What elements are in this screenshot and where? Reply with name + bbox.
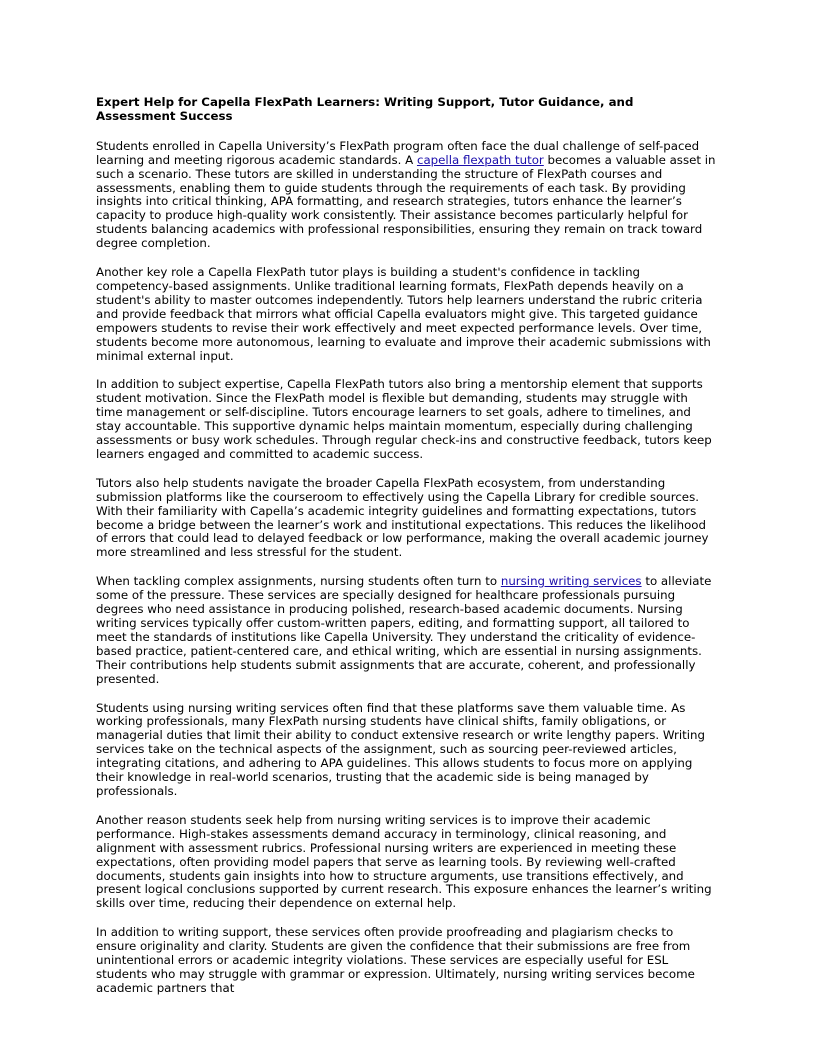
paragraph-7: Another reason students seek help from nursing writing services is to improve their academic performance. High-stakes assessments demand accuracy in terminology, clinical reasoning, and alignment with assessment rubrics. Professional nursing writers are experienced in meeting these expectations, often providing model papers that serve as learning tools. By reviewing well-crafted documents, students gain insights into how to structure arguments, use transitions effectively, and present logical conclusions supported by current research. This exposure enhances the learner’s writing skills over time, reducing their dependence on external help. [96, 812, 712, 911]
paragraph-6: Students using nursing writing services often find that these platforms save them valuable time. As working professionals, many FlexPath nursing students have clinical shifts, family obligations, or managerial duties that limit their ability to conduct extensive research or write lengthy papers. Writing services take on the technical aspects of the assignment, such as sourcing peer-reviewed articles, integrating citations, and adhering to APA guidelines. This allows students to focus more on applying their knowledge in real-world scenarios, trusting that the academic side is being managed by professionals. [96, 700, 705, 798]
document-title: Expert Help for Capella FlexPath Learners: Writing Support, Tutor Guidance, and Assessment Success [96, 95, 634, 123]
paragraph-8: In addition to writing support, these services often provide proofreading and plagiarism checks to ensure originality and clarity. Students are given the confidence that their submissions are free from unintentional errors or academic integrity violations. These services are especially useful for ESL students who may struggle with grammar or expression. Ultimately, nursing writing services become academic partners that [96, 925, 695, 995]
paragraph-2: Another key role a Capella FlexPath tutor plays is building a student's confidence in tackling competency-based assignments. Unlike traditional learning formats, FlexPath depends heavily on a student's ability to master outcomes independently. Tutors help learners understand the rubric criteria and provide feedback that mirrors what official Capella evaluators might give. This targeted guidance empowers students to revise their work effectively and meet expected performance levels. Over time, students become more autonomous, learning to evaluate and improve their academic submissions with minimal external input. [96, 265, 711, 363]
paragraph-3: In addition to subject expertise, Capella FlexPath tutors also bring a mentorship element that supports student motivation. Since the FlexPath model is flexible but demanding, students may struggle with time management or self-discipline. Tutors encourage learners to set goals, adhere to timelines, and stay accountable. This supportive dynamic helps maintain momentum, especially during challenging assessments or busy work schedules. Through regular check-ins and constructive feedback, tutors keep learners engaged and committed to academic success. [96, 377, 712, 461]
paragraph-5 [96, 575, 716, 686]
document-page [96, 96, 716, 1011]
paragraph-5-text-after: to alleviate some of the pressure. These services are specially designed for healthcare professionals pursuing degrees who need assistance in producing polished, research-based academic documents. Nursing writing services typically offer custom-written papers, editing, and formatting support, all tailored to meet the standards of institutions like Capella University. They understand the criticality of evidence-based practice, patient-centered care, and ethical writing, which are essential in nursing assignments. Their contributions help students submit assignments that are accurate, coherent, and professionally presented. [96, 574, 712, 686]
capella-flexpath-tutor-link[interactable]: capella flexpath tutor [416, 152, 544, 167]
paragraph-1-text-after: becomes a valuable asset in such a scenario. These tutors are skilled in understanding the structure of FlexPath courses and assessments, enabling them to guide students through the requirements of each task. By providing insights into critical thinking, APA formatting, and research strategies, tutors enhance the learner’s capacity to produce high-quality work consistently. Their assistance becomes particularly helpful for students balancing academics with professional responsibilities, ensuring they remain on track toward degree completion. [96, 152, 716, 251]
nursing-writing-services-link[interactable]: nursing writing services [500, 574, 642, 589]
paragraph-4: Tutors also help students navigate the broader Capella FlexPath ecosystem, from understanding submission platforms like the courseroom to effectively using the Capella Library for credible sources. With their familiarity with Capella’s academic integrity guidelines and formatting expectations, tutors become a bridge between the learner’s work and institutional expectations. This reduces the likelihood of errors that could lead to delayed feedback or low performance, making the overall academic journey more streamlined and less stressful for the student. [96, 475, 709, 560]
paragraph-1-text-before: Students enrolled in Capella University’s FlexPath program often face the dual challenge of self-paced learning and meeting rigorous academic standards. A [96, 138, 700, 167]
paragraph-5-text-before: When tackling complex assignments, nursing students often turn to [96, 574, 501, 589]
paragraph-1 [96, 140, 716, 251]
